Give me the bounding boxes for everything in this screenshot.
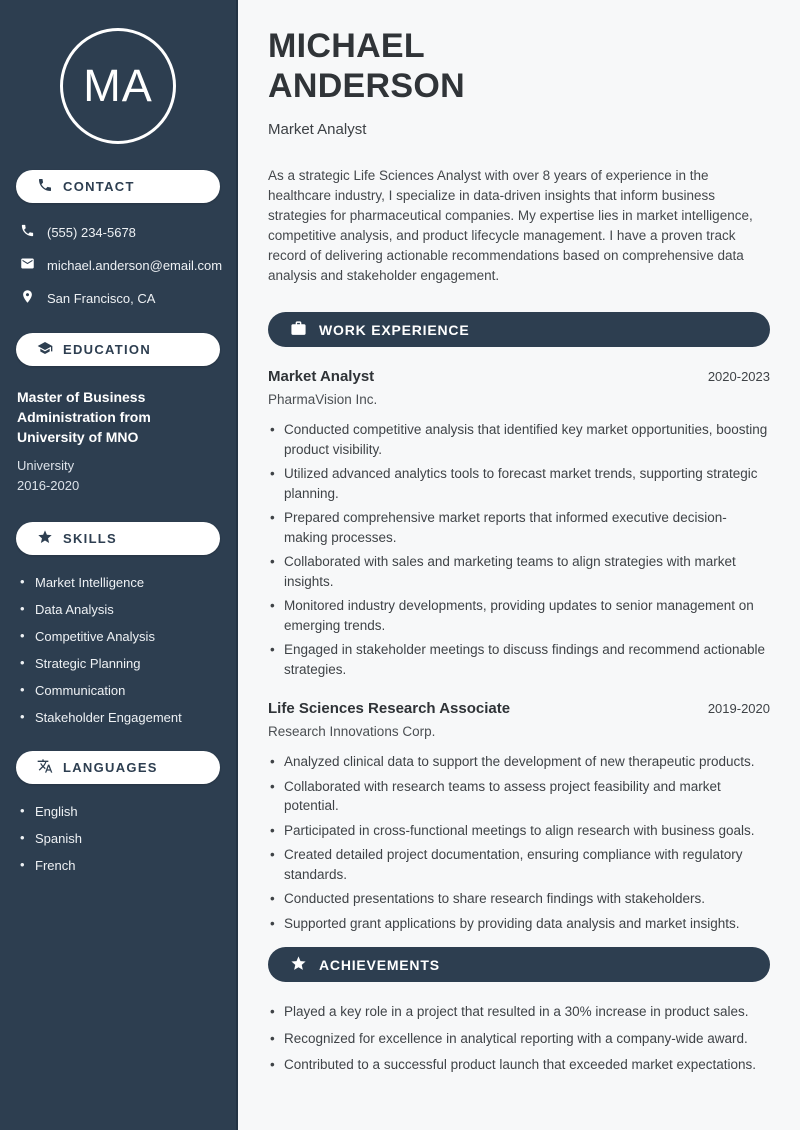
email-icon	[20, 256, 35, 274]
achievement-item: • Recognized for excellence in analytical reporting with a company-wide award.	[268, 1029, 770, 1049]
education-years: 2016-2020	[17, 477, 80, 493]
job-bullet: • Collaborated with sales and marketing teams to align strategies with market insights.	[268, 552, 770, 591]
achievements-section-label: ACHIEVEMENTS	[319, 956, 440, 973]
languages-section-label: LANGUAGES	[63, 759, 158, 775]
contact-list	[16, 223, 223, 307]
professional-summary: As a strategic Life Sciences Analyst with over 8 years of experience in the healthcare industry, I specialize in data-driven insights that inform business strategies for pharmaceutical companies. My expertise lies in market intelligence, competitive analysis, and product lifecycle management. I have a proven track record of delivering actionable recommendations based on comprehensive data analysis and stakeholder engagement.	[268, 168, 753, 283]
language-item: • French	[18, 858, 218, 873]
candidate-first-name: MICHAEL	[268, 27, 425, 65]
contact-email-value: michael.anderson@email.com	[47, 257, 223, 273]
job-bullet: • Conducted competitive analysis that identified key market opportunities, boosting product visibility.	[268, 420, 770, 459]
skills-section-label: SKILLS	[63, 530, 118, 546]
job-period: 2020-2023	[707, 369, 770, 384]
job-bullet-list	[268, 420, 770, 679]
contact-section-header	[16, 170, 220, 203]
education-section-label: EDUCATION	[63, 342, 152, 357]
work-experience-section-label: WORK EXPERIENCE	[319, 321, 470, 338]
job-bullet: • Monitored industry developments, providing updates to senior management on emerging trends.	[268, 596, 770, 635]
resume-main	[238, 0, 800, 1130]
work-experience-section-header	[268, 312, 770, 347]
location-pin-icon	[20, 289, 35, 307]
skill-item: • Strategic Planning	[18, 656, 218, 671]
skill-item: • Market Intelligence	[18, 575, 218, 590]
contact-location-row	[20, 289, 216, 307]
achievement-item: • Contributed to a successful product launch that exceeded market expectations.	[268, 1055, 770, 1075]
job-company: Research Innovations Corp.	[268, 724, 436, 739]
job-title: Market Analyst	[268, 368, 375, 385]
job-bullet: • Prepared comprehensive market reports that informed executive decision-making processes.	[268, 508, 770, 547]
languages-list	[16, 804, 220, 873]
job-bullet: • Collaborated with research teams to assess project feasibility and market potential.	[268, 777, 770, 816]
skills-section-header	[16, 522, 220, 555]
skill-item: • Communication	[18, 683, 218, 698]
candidate-name	[268, 26, 770, 106]
achievements-list	[268, 1002, 770, 1075]
language-item: • Spanish	[18, 831, 218, 846]
job-period: 2019-2020	[707, 701, 770, 716]
education-school: University	[17, 457, 75, 473]
job-header	[268, 368, 770, 385]
star-icon	[290, 955, 307, 975]
achievement-item: • Played a key role in a project that resulted in a 30% increase in product sales.	[268, 1002, 770, 1022]
skills-list	[16, 575, 220, 725]
language-item: • English	[18, 804, 218, 819]
job-bullet: • Created detailed project documentation, ensuring compliance with regulatory standards.	[268, 845, 770, 884]
briefcase-icon	[290, 320, 307, 340]
job-bullet: • Supported grant applications by providing data analysis and market insights.	[268, 914, 770, 934]
candidate-last-name: ANDERSON	[268, 67, 465, 105]
sidebar	[0, 0, 238, 1130]
phone-icon	[37, 177, 53, 196]
avatar-initials: MA	[83, 60, 153, 111]
education-section-header	[16, 333, 220, 366]
contact-phone-row	[20, 223, 216, 241]
skill-item: • Stakeholder Engagement	[18, 710, 218, 725]
star-icon	[37, 529, 53, 548]
languages-section-header	[16, 751, 220, 784]
education-school-years	[16, 456, 220, 496]
job-bullet: • Engaged in stakeholder meetings to discuss findings and recommend actionable strategies.	[268, 640, 770, 679]
job-company: PharmaVision Inc.	[268, 392, 378, 407]
contact-phone-value: (555) 234-5678	[47, 224, 136, 240]
phone-icon	[20, 223, 35, 241]
graduation-cap-icon	[37, 340, 53, 359]
job-bullet: • Utilized advanced analytics tools to forecast market trends, supporting strategic planning.	[268, 464, 770, 503]
avatar	[60, 28, 176, 144]
job-bullet: • Analyzed clinical data to support the development of new therapeutic products.	[268, 752, 770, 772]
job-title: Life Sciences Research Associate	[268, 700, 511, 717]
job-entry	[268, 700, 770, 933]
job-header	[268, 700, 770, 717]
candidate-job-title: Market Analyst	[268, 121, 367, 138]
skill-item: • Data Analysis	[18, 602, 218, 617]
job-bullet-list	[268, 752, 770, 933]
translate-icon	[37, 758, 53, 777]
achievements-section-header	[268, 947, 770, 982]
contact-email-row	[20, 256, 223, 274]
contact-location-value: San Francisco, CA	[47, 290, 156, 306]
skill-item: • Competitive Analysis	[18, 629, 218, 644]
job-bullet: • Conducted presentations to share research findings with stakeholders.	[268, 889, 770, 909]
job-bullet: • Participated in cross-functional meetings to align research with business goals.	[268, 821, 770, 841]
education-degree: Master of Business Administration from University of MNO	[17, 389, 151, 445]
job-entry	[268, 368, 770, 679]
contact-section-label: CONTACT	[63, 179, 135, 194]
